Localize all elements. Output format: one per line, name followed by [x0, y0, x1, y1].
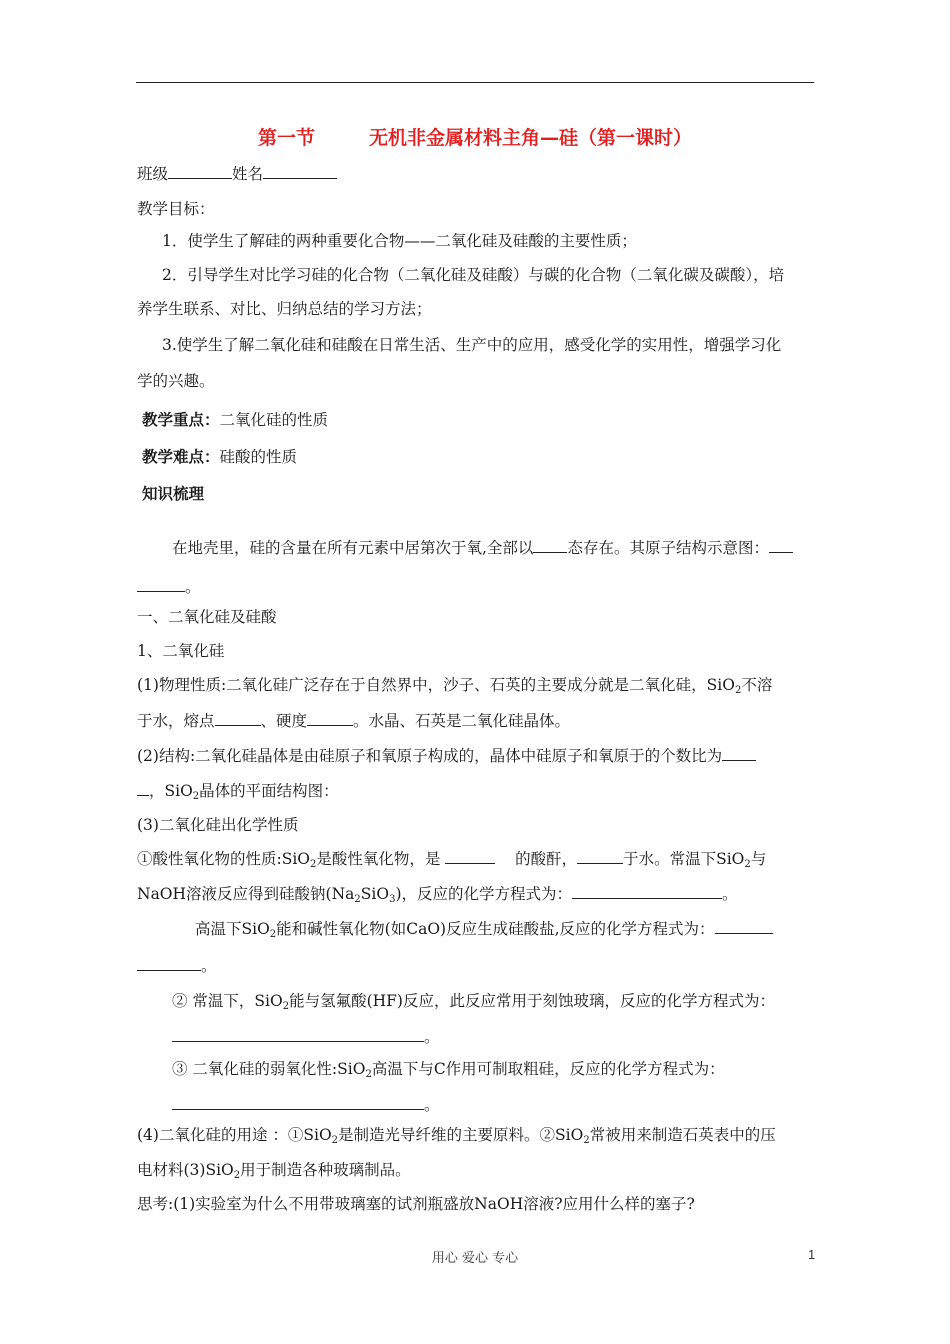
chemical-basic-oxide-line-1: 高温下SiO$_2$能和碱性氧化物(如CaO)反应生成硅酸盐,反应的化学方程式为：	[195, 918, 875, 940]
physical-line-2: 于水，熔点 、硬度 。水晶、石英是二氧化硅晶体。	[137, 712, 571, 730]
knowledge-heading: 知识梳理	[142, 485, 205, 503]
chemical-hf-line-1: ② 常温下，SiO$_2$能与氢氟酸(HF)反应，此反应常用于刻蚀玻璃，反应的化学方程式为：	[172, 992, 775, 1012]
title-section: 第一节	[257, 127, 315, 149]
key-point: 教学重点：二氧化硅的性质	[142, 411, 329, 429]
uses-line-2: 电材料(3)SiO$_2$用于制造各种玻璃制品。	[137, 1161, 411, 1181]
chemical-acidic-line-2: NaOH溶液反应得到硅酸钠$(Na_2SiO_3)$，反应的化学方程式为： 。	[137, 885, 738, 905]
objective-3-line-1: 3.使学生了解二氧化硅和硅酸在日常生活、生产中的应用，感受化学的实用性，增强学习化	[162, 336, 782, 354]
footer-text: 用心 爱心 专心	[431, 1251, 519, 1266]
header-rule	[136, 82, 814, 83]
objective-1: 1．使学生了解硅的两种重要化合物——二氧化硅及硅酸的主要性质；	[162, 232, 637, 250]
think-question: 思考:(1)实验室为什么不用带玻璃塞的试剂瓶盛放NaOH溶液?应用什么样的塞子?	[137, 1195, 695, 1213]
uses-line-1: (4)二氧化硅的用途 ：①SiO$_2$是制造光导纤维的主要原料。②SiO$_2$常被用来制造石英表中的压	[137, 1126, 776, 1146]
objective-2-line-1: 2．引导学生对比学习硅的化合物（二氧化硅及硅酸）与碳的化合物（二氧化碳及碳酸），培	[162, 266, 785, 284]
structure-line-1: (2)结构:二氧化硅晶体是由硅原子和氧原子构成的，晶体中硅原子和氧原于的个数比为	[137, 745, 817, 767]
structure-line-2: ，SiO$_2$晶体的平面结构图：	[137, 780, 817, 802]
chemical-hf-line-2: 。	[172, 1026, 852, 1048]
page-title	[0, 123, 950, 150]
objective-2-line-2: 养学生联系、对比、归纳总结的学习方法；	[137, 300, 432, 318]
chemical-basic-oxide-line-2: 。	[137, 955, 817, 977]
chemical-acidic-line-1: ①酸性氧化物的性质:SiO$_2$是酸性氧化物，是 的酸酐， 于水。常温下SiO$_2$与	[137, 850, 767, 870]
chemical-oxidation-line-1: ③ 二氧化硅的弱氧化性:SiO$_2$高温下与C作用可制取粗硅，反应的化学方程式为：	[172, 1060, 725, 1080]
objective-3-line-2: 学的兴趣。	[137, 372, 215, 390]
chemical-oxidation-line-2: 。	[172, 1094, 852, 1116]
class-blank	[168, 163, 232, 179]
name-blank	[263, 163, 337, 179]
section-1-heading: 一、二氧化硅及硅酸	[137, 608, 277, 626]
title-name: 无机非金属材料主角—硅（第一课时）	[369, 127, 693, 149]
difficulty-point: 教学难点：硅酸的性质	[142, 448, 298, 466]
physical-line-1: (1)物理性质:二氧化硅广泛存在于自然界中，沙子、石英的主要成分就是二氧化硅，SiO$_2$不溶	[137, 676, 773, 696]
intro-line-2: 。	[137, 576, 817, 598]
section-1-subheading: 1、二氧化硅	[137, 642, 225, 660]
page-number: 1	[808, 1247, 816, 1262]
objectives-heading: 教学目标：	[137, 200, 215, 218]
chemical-heading: (3)二氧化硅出化学性质	[137, 816, 299, 834]
class-name-line: 班级 姓名	[137, 163, 817, 185]
intro-line-1: 在地壳里，硅的含量在所有元素中居第次于氧,全部以 态存在。其原子结构示意图：	[172, 537, 852, 559]
